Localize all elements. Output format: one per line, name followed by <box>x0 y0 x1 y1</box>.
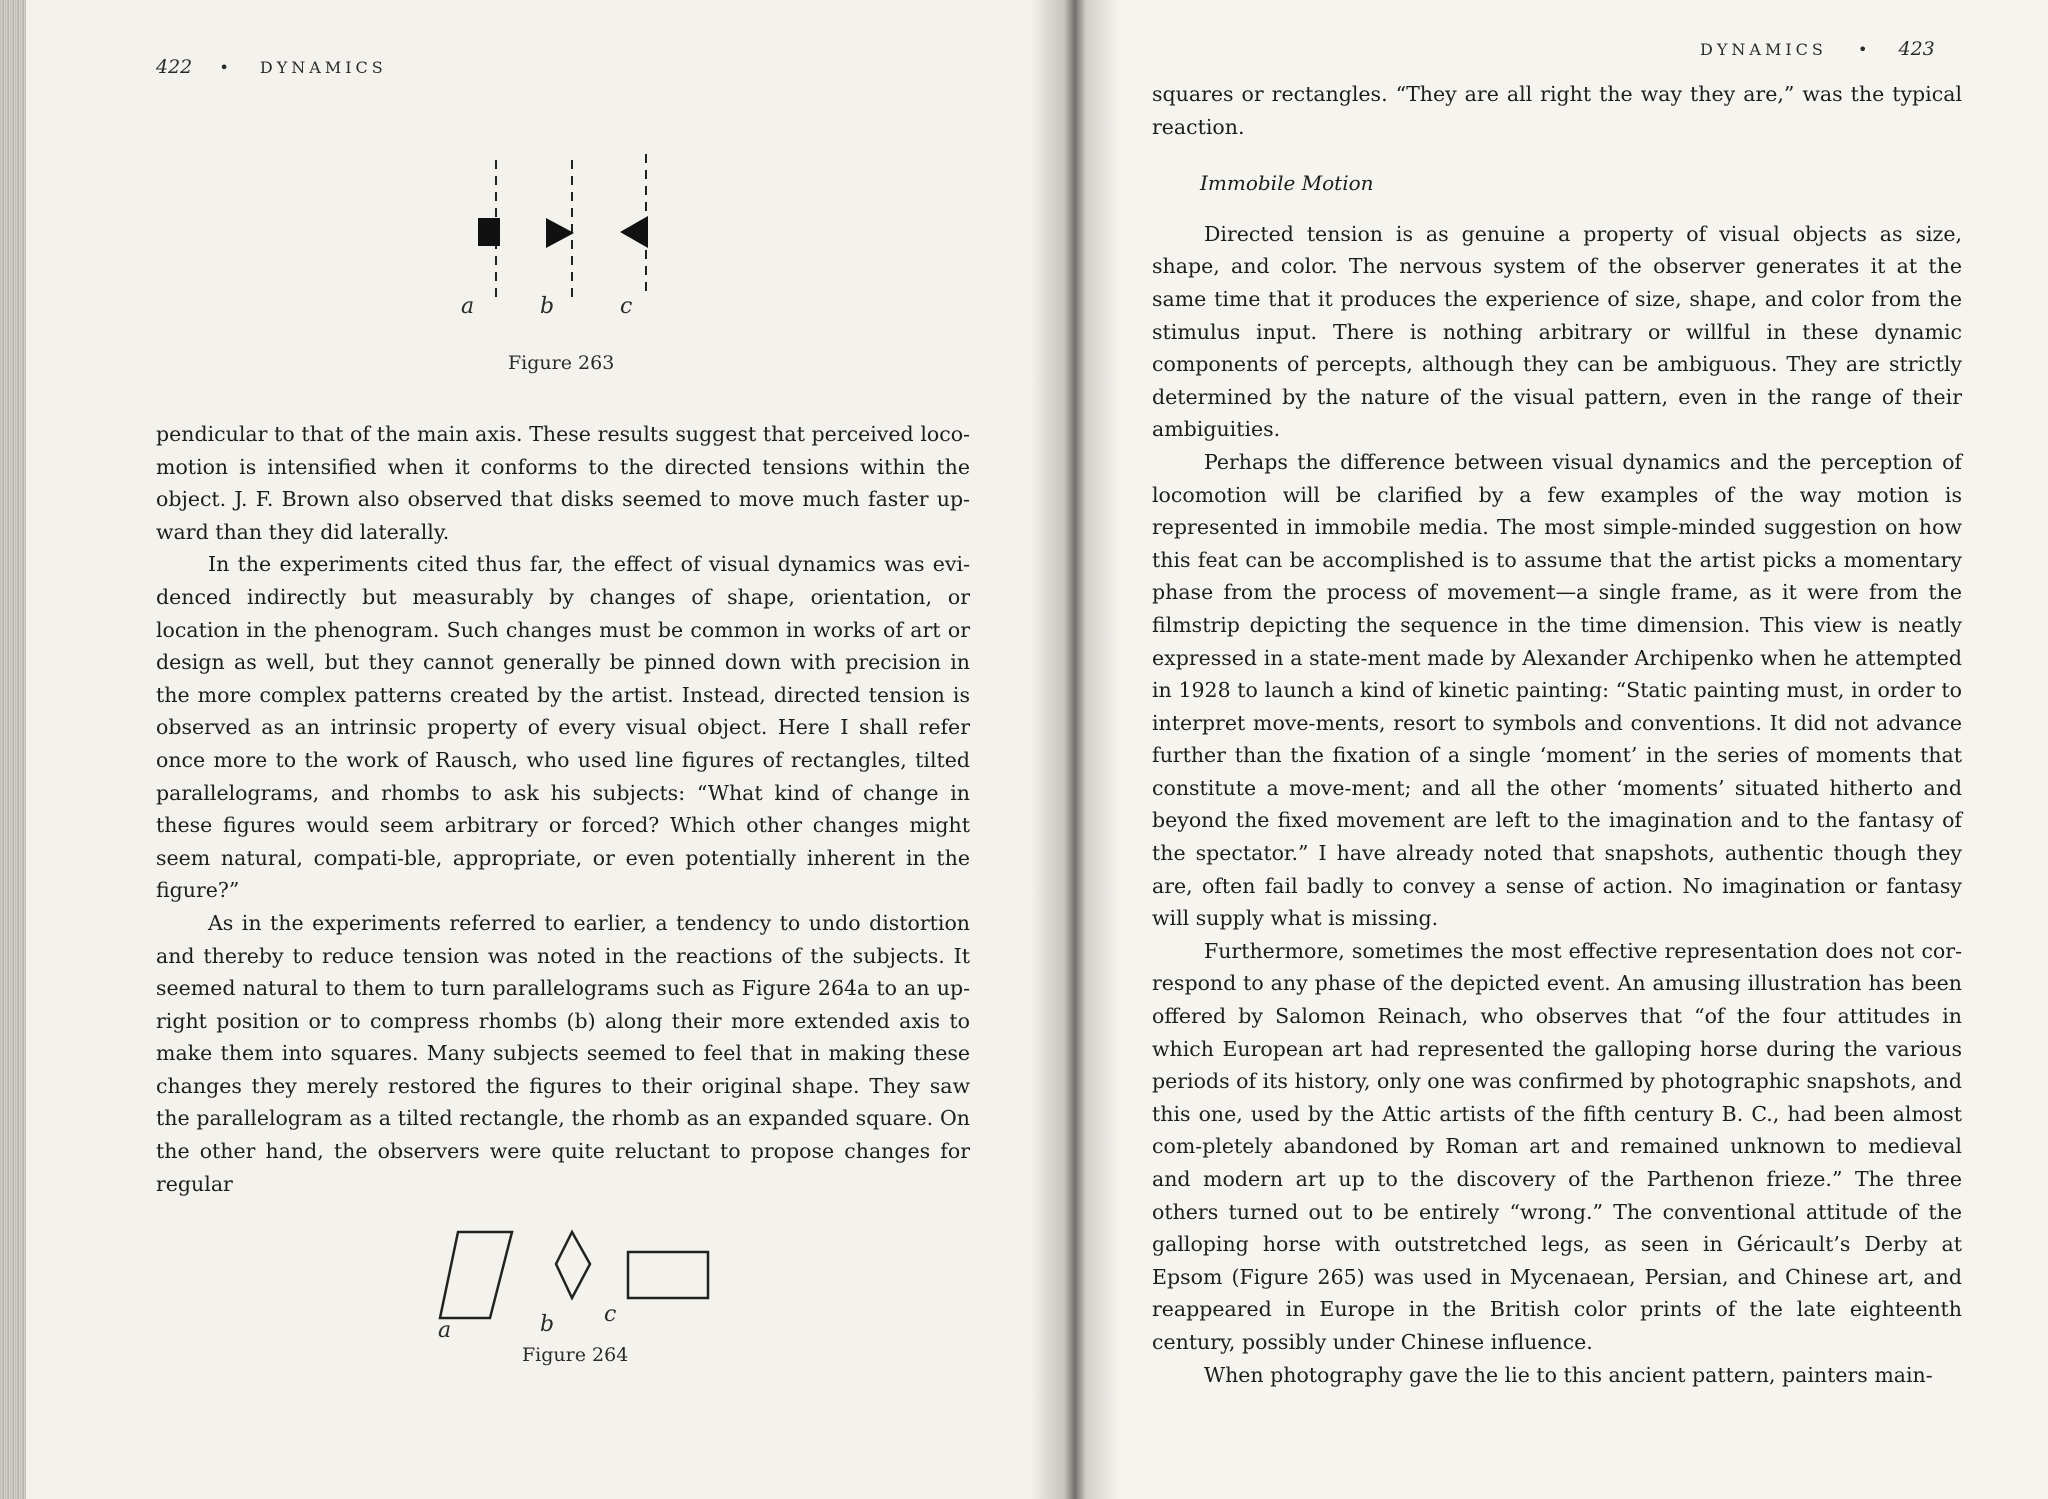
fig264-label-b: b <box>540 1312 555 1337</box>
right-running-head <box>1700 38 1935 60</box>
right-body-text <box>1152 78 1962 1391</box>
left-paragraph-2: In the experiments cited thus far, the effect of visual dynamics was evi-denced indirectly but measurably by changes of shape, orientation, or location in the phenogram. Such changes must be common in works of art or design as well, but they cannot generally be pinned down with precision in the more complex patterns created by the artist. Instead, directed tension is observed as an intrinsic property of every visual object. Here I shall refer once more to the work of Rausch, who used line figures of rectangles, tilted parallelograms, and rhombs to ask his subjects: “What kind of change in these figures would seem arbitrary or forced? Which other changes might seem natural, compati-ble, appropriate, or even potentially inherent in the figure?” <box>156 552 970 903</box>
fig264-label-c: c <box>604 1302 617 1327</box>
page-edges <box>0 0 26 1499</box>
right-paragraph-1: Directed tension is as genuine a property of visual objects as size, shape, and color. The nervous system of the observer generates it at the same time that it produces the experience of size, shape, and color from the stimulus input. There is nothing arbitrary or willful in these dynamic components of percepts, although they can be ambiguous. They are strictly determined by the nature of the visual pattern, even in the range of their ambiguities. <box>1152 221 1962 442</box>
left-running-head <box>156 56 387 78</box>
fig263-caption: Figure 263 <box>508 352 615 374</box>
fig264-parallelogram <box>440 1232 512 1318</box>
figure-263-drawing <box>440 152 680 312</box>
fig263-label-a: a <box>461 294 475 319</box>
left-head-separator: • <box>219 58 233 77</box>
fig264-label-a: a <box>438 1318 452 1343</box>
left-head-title: DYNAMICS <box>259 58 387 77</box>
right-head-separator: • <box>1857 40 1872 59</box>
right-opening-text: squares or rectangles. “They are all right the way they are,” was the typical reaction. <box>1152 82 1962 139</box>
fig264-caption: Figure 264 <box>522 1344 629 1366</box>
left-body-text <box>156 418 970 1200</box>
section-heading: Immobile Motion <box>1200 171 1374 196</box>
fig263-label-b: b <box>540 294 555 319</box>
figure-264-drawing <box>438 1228 718 1328</box>
right-paragraph-2: Perhaps the difference between visual dynamics and the perception of locomotion will be clarified by a few examples of the way motion is represented in immobile media. The most simple-minded suggestion on how this feat can be accomplished is to assume that the artist picks a momentary phase from the process of movement—a single frame, as it were from the filmstrip depicting the sequence in the time dimension. This view is neatly expressed in a state-ment made by Alexander Archipenko when he attempted in 1928 to launch a kind of kinetic painting: “Static painting must, in order to interpret move-ments, resort to symbols and conventions. It did not advance further than the fixation of a single ‘moment’ in the series of moments that constitute a move-ment; and all the other ‘moments’ situated hitherto and beyond the fixed movement are left to the imagination and to the fantasy of the spectator.” I have already noted that snapshots, authentic though they are, often fail badly to convey a sense of action. No imagination or fantasy will supply what is missing. <box>1152 449 1962 931</box>
right-head-title: DYNAMICS <box>1700 40 1827 59</box>
left-paragraph-3: As in the experiments referred to earlier, a tendency to undo distortion and thereby to reduce tension was noted in the reactions of the subjects. It seemed natural to them to turn parallelograms such as Figure 264a to an up-right position or to compress rhombs (b) along their more extended axis to make them into squares. Many subjects seemed to feel that in making these changes they merely restored the figures to their original shape. They saw the parallelogram as a tilted rectangle, the rhomb as an expanded square. On the other hand, the observers were quite reluctant to propose changes for regular <box>156 910 970 1196</box>
fig263-label-c: c <box>620 294 633 319</box>
book-gutter <box>1030 0 1120 1499</box>
left-paragraph-1: pendicular to that of the main axis. These results suggest that perceived loco-motion is intensified when it conforms to the directed tensions within the object. J. F. Brown also observed that disks seemed to move much faster up-ward than they did laterally. <box>156 422 970 544</box>
fig263-triangle-left <box>620 216 648 248</box>
fig264-rhomb <box>556 1232 590 1298</box>
fig263-triangle-right <box>546 218 574 248</box>
fig263-square <box>478 218 500 246</box>
right-paragraph-4: When photography gave the lie to this ancient pattern, painters main- <box>1204 1362 1933 1387</box>
right-paragraph-3: Furthermore, sometimes the most effective representation does not cor-respond to any phase of the depicted event. An amusing illustration has been offered by Salomon Reinach, who observes that “of the four attitudes in which European art had represented the galloping horse during the various periods of its history, only one was confirmed by photographic snapshots, and this one, used by the Attic artists of the fifth century B. C., had been almost com-pletely abandoned by Roman art and remained unknown to medieval and modern art up to the discovery of the Parthenon frieze.” The three others turned out to be entirely “wrong.” The conventional attitude of the galloping horse with outstretched legs, as seen in Géricault’s Derby at Epsom (Figure 265) was used in Mycenaean, Persian, and Chinese art, and reappeared in Europe in the British color prints of the late eighteenth century, possibly under Chinese influence. <box>1152 938 1962 1354</box>
left-page-number: 422 <box>156 56 193 78</box>
fig264-rectangle <box>628 1252 708 1298</box>
right-page-number: 423 <box>1898 38 1935 60</box>
